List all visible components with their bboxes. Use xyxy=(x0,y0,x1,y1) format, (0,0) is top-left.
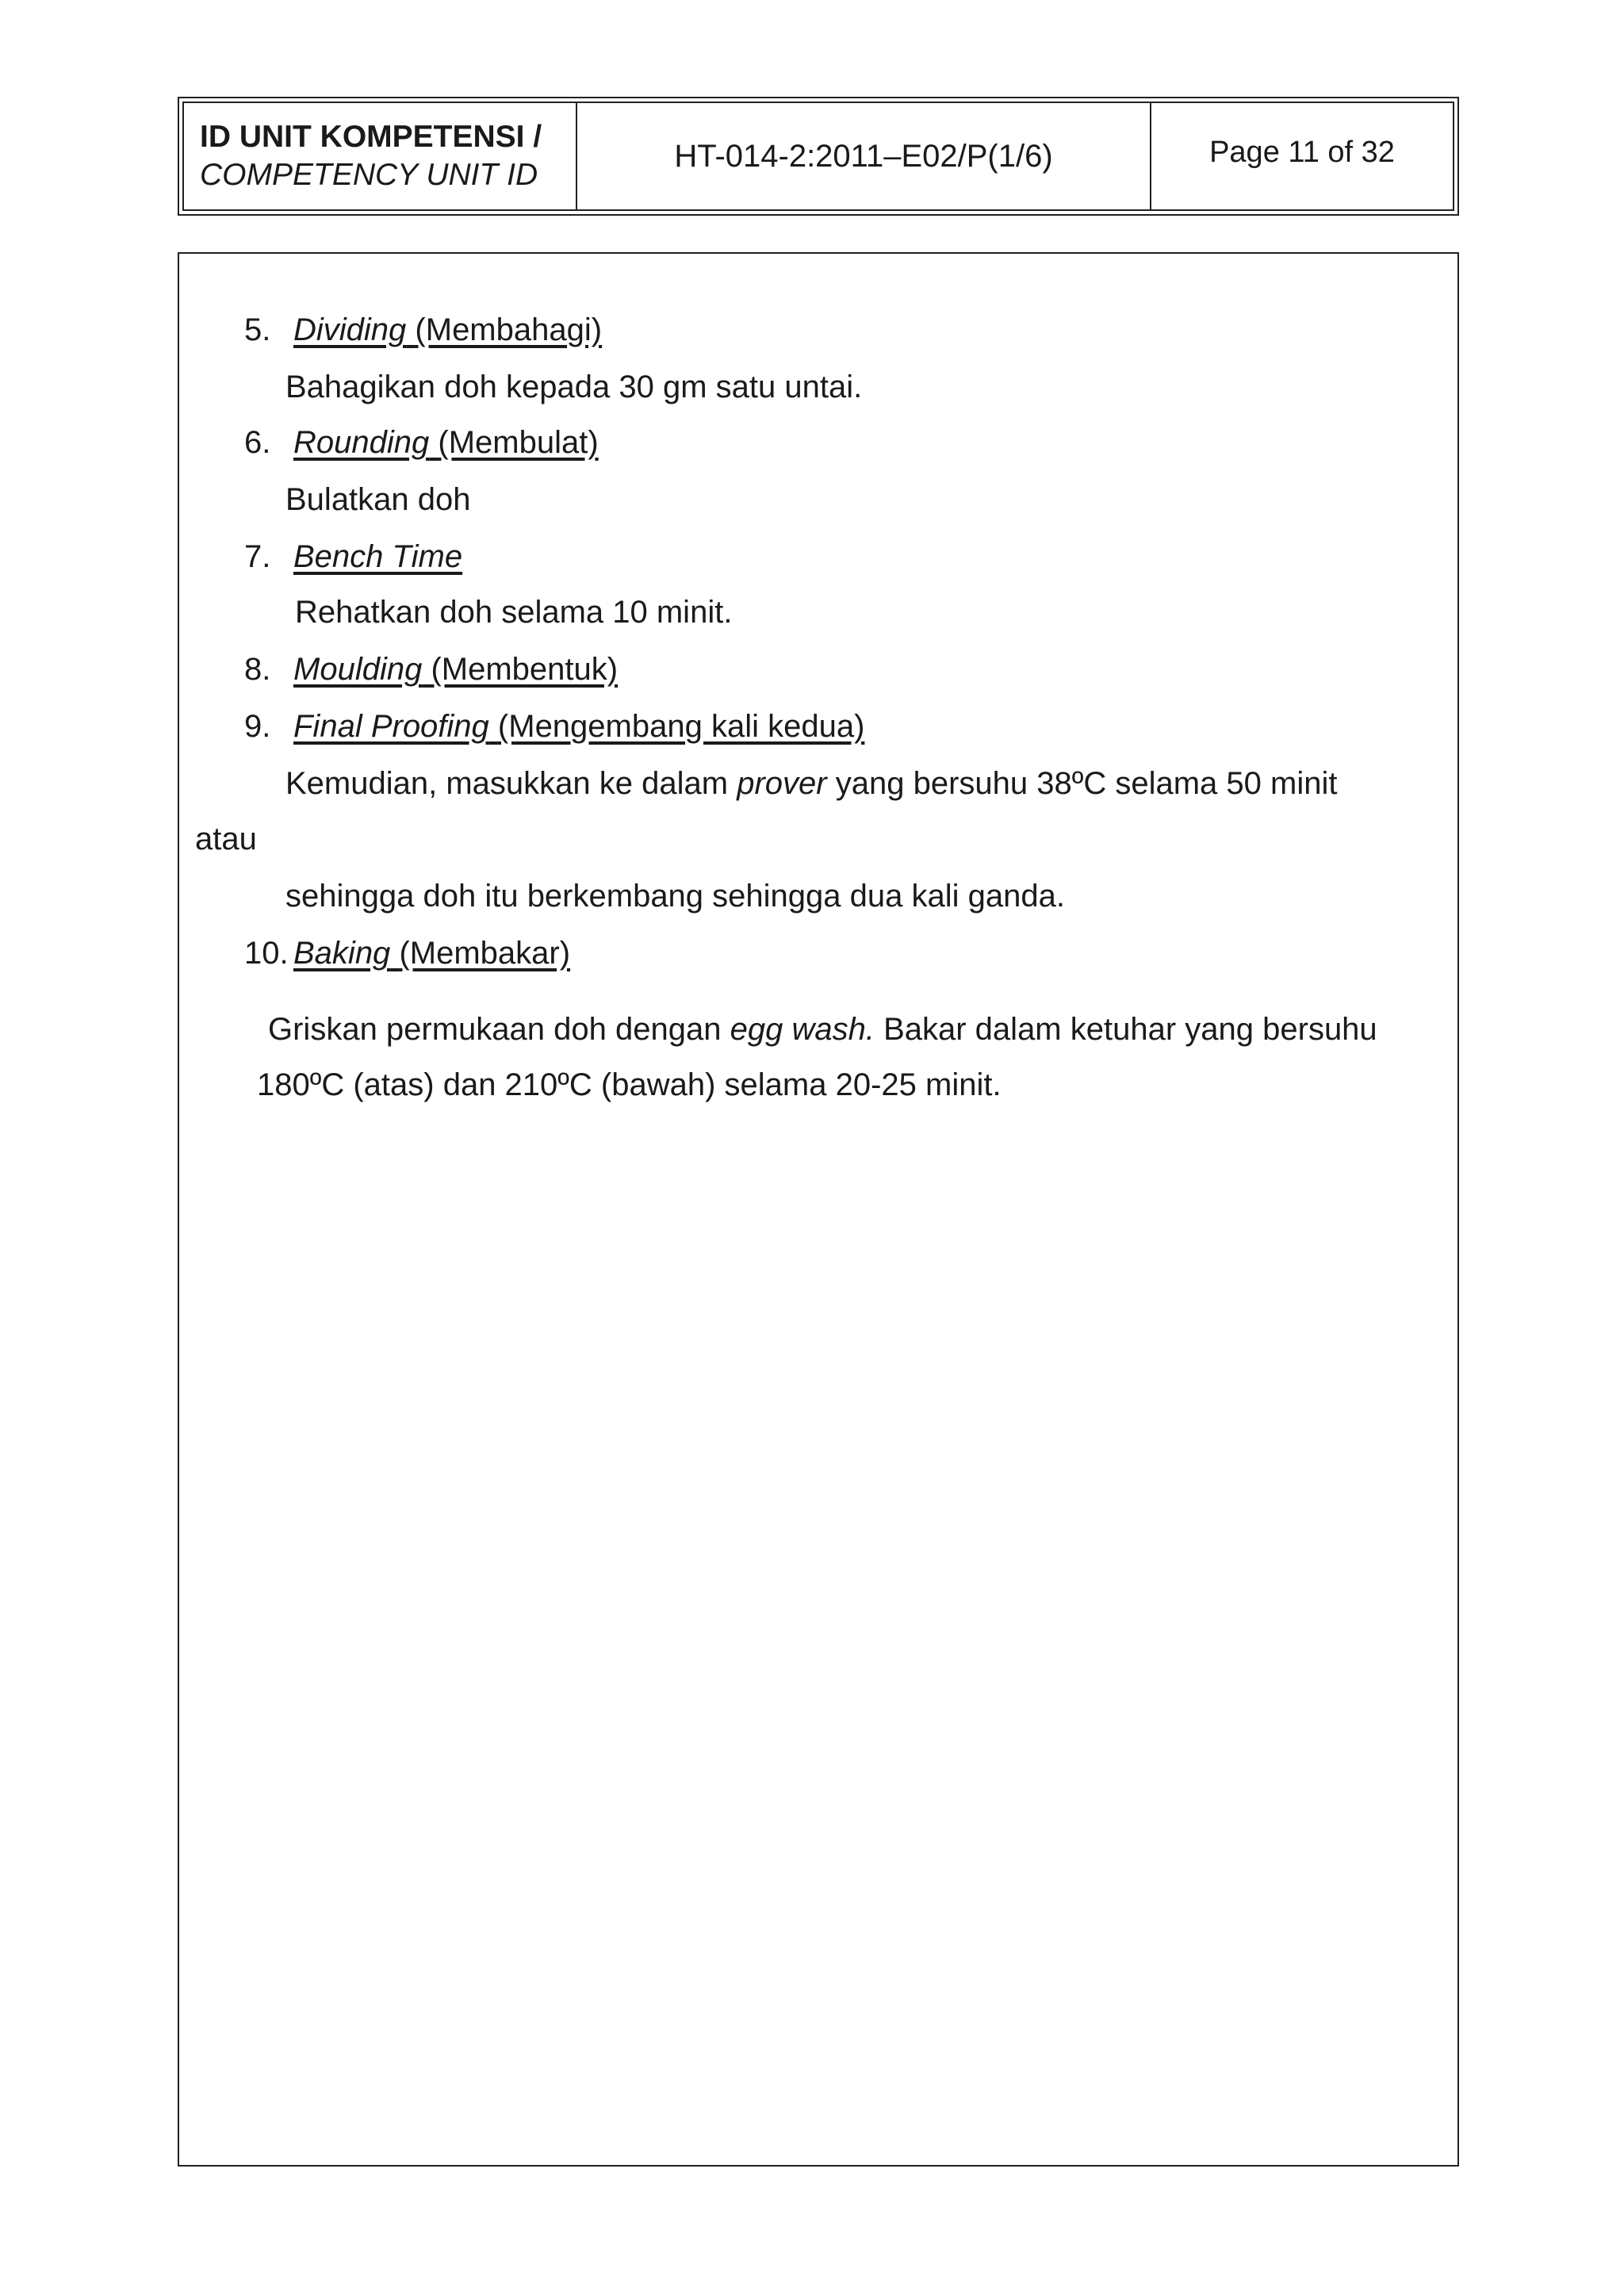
prover-term: prover xyxy=(737,766,827,801)
baking-text-part: Bakar dalam ketuhar yang bersuhu xyxy=(883,1012,1377,1047)
step-body-7: Rehatkan doh selama 10 minit. xyxy=(295,595,733,630)
step-number: 9. xyxy=(244,709,271,744)
proofing-text-line-3: sehingga doh itu berkembang sehingga dua kali ganda. xyxy=(285,879,1065,914)
step-term: Bench Time xyxy=(293,539,463,574)
header-table xyxy=(182,102,1454,211)
step-translation: (Membahagi) xyxy=(415,312,603,347)
step-body-5: Bahagikan doh kepada 30 gm satu untai. xyxy=(285,370,863,404)
step-number: 6. xyxy=(244,425,271,460)
step-heading-7 xyxy=(244,538,462,576)
page-number-cell xyxy=(1151,103,1453,209)
step-heading-5 xyxy=(244,311,602,349)
proofing-text-part: yang bersuhu 38ºC selama 50 minit xyxy=(835,766,1338,801)
step-term: Baking xyxy=(293,936,391,971)
document-header xyxy=(178,97,1459,216)
step-term: Moulding xyxy=(293,652,423,687)
step-number: 10. xyxy=(244,936,289,971)
content-box xyxy=(178,252,1459,2167)
unit-code-cell xyxy=(577,103,1151,209)
baking-text-line-1 xyxy=(268,1010,1377,1048)
step-term: Rounding xyxy=(293,425,430,460)
proofing-text-part: Kemudian, masukkan ke dalam xyxy=(285,766,729,801)
step-heading-8 xyxy=(244,650,618,688)
baking-text-line-2: 180ºC (atas) dan 210ºC (bawah) selama 20-25 minit. xyxy=(257,1067,1002,1102)
egg-wash-term: egg wash. xyxy=(730,1012,875,1047)
step-heading-9 xyxy=(244,707,864,745)
proofing-text-line-2: atau xyxy=(195,822,257,856)
step-term: Final Proofing xyxy=(293,709,489,744)
baking-text-part: Griskan permukaan doh dengan xyxy=(268,1012,722,1047)
unit-id-label-english: COMPETENCY UNIT ID xyxy=(200,158,538,192)
step-number: 8. xyxy=(244,652,271,687)
step-heading-6 xyxy=(244,423,599,462)
step-body-6: Bulatkan doh xyxy=(285,482,471,517)
step-translation: (Membakar) xyxy=(399,936,571,971)
page-number: Page 11 of 32 xyxy=(1209,135,1395,169)
step-heading-10 xyxy=(244,934,570,972)
step-translation: (Membentuk) xyxy=(431,652,619,687)
unit-id-label: ID UNIT KOMPETENSI / xyxy=(200,120,542,154)
step-number: 7. xyxy=(244,539,271,574)
unit-id-label-cell xyxy=(184,103,577,209)
proofing-text-line-1 xyxy=(285,764,1337,803)
step-number: 5. xyxy=(244,312,271,347)
step-translation: (Membulat) xyxy=(438,425,599,460)
unit-code: HT-014-2:2011–E02/P(1/6) xyxy=(674,138,1053,174)
step-term: Dividing xyxy=(293,312,407,347)
step-translation: (Mengembang kali kedua) xyxy=(497,709,865,744)
